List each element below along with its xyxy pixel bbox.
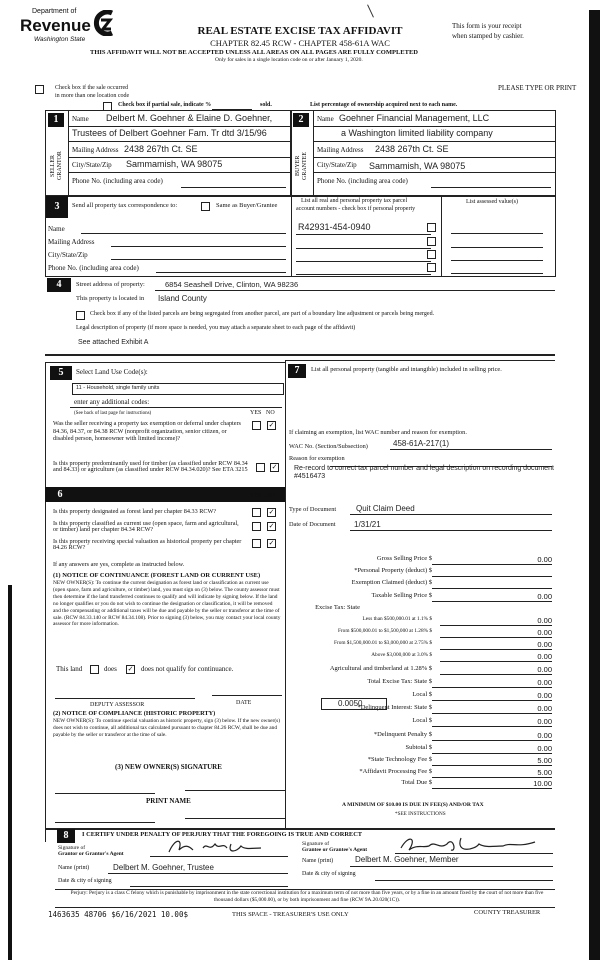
q2-no-checkbox[interactable]: ✓	[271, 463, 278, 471]
doc-type-field[interactable]: Quit Claim Deed	[356, 504, 415, 513]
section-3-correspondence	[45, 195, 556, 277]
tax-row-line	[432, 765, 552, 766]
correspondence-city-field[interactable]	[111, 259, 286, 260]
form-warning: THIS AFFIDAVIT WILL NOT BE ACCEPTED UNLESS ALL AREAS ON ALL PAGES ARE FULLY COMPLETED	[90, 49, 418, 56]
current-use-yes-checkbox[interactable]	[252, 522, 261, 531]
logo-top: Department of	[32, 8, 77, 15]
assessed-header: List assessed value(s)	[466, 199, 518, 205]
name-label: Name	[317, 115, 334, 123]
assessed-value-field[interactable]	[451, 273, 543, 274]
tax-row-value[interactable]: 0.00	[537, 717, 552, 726]
does-not-qualify-label: does not qualify for continuance.	[141, 665, 234, 673]
no-header: NO	[266, 493, 275, 499]
certify-statement: I CERTIFY UNDER PENALTY OF PERJURY THAT THE FOREGOING IS TRUE AND CORRECT	[82, 831, 363, 838]
tax-row-value[interactable]: 0.00	[537, 652, 552, 661]
notice-compliance-body: NEW OWNER(S): To continue special valuation as historic property, sign (3) below. If the new owner(s) does not wish to continue, all additional tax calculated pursuant to chapter 84.26 RCW, shall be due and payable by the seller or transferor at the time of sale.	[53, 718, 281, 738]
if-yes-note: If any answers are yes, complete as instructed below.	[53, 561, 185, 568]
tax-row-value[interactable]: 0.00	[537, 640, 552, 649]
reason-label: Reason for exemption	[289, 455, 345, 462]
this-land-label: This land	[56, 665, 83, 673]
notice-compliance-title: (2) NOTICE OF COMPLIANCE (HISTORIC PROPERTY)	[53, 710, 216, 717]
tax-row-label: Exemption Claimed (deduct) $	[351, 579, 432, 586]
buyer-name-line2-field[interactable]: a Washington limited liability company	[341, 128, 493, 138]
correspondence-mailing-field[interactable]	[111, 246, 286, 247]
grantee-date-field[interactable]	[375, 880, 553, 881]
tax-row-label: Taxable Selling Price $	[371, 592, 432, 599]
multi-location-label: Check box if the sale occurred	[55, 85, 129, 91]
tax-row-value[interactable]: 10.00	[533, 779, 552, 788]
deputy-assessor-label: DEPUTY ASSESSOR	[90, 702, 145, 708]
q2-yes-checkbox[interactable]	[256, 463, 265, 472]
multi-location-label-2: in more than one location code	[55, 93, 130, 99]
phone-label: Phone No. (including area code)	[48, 264, 139, 272]
mailing-label: Mailing Address	[317, 146, 364, 154]
exemption-note: If claiming an exemption, list WAC number and reason for exemption.	[289, 429, 467, 436]
tax-row-line	[432, 753, 552, 754]
new-owner-signature-field[interactable]	[55, 793, 155, 794]
grantor-date-field[interactable]	[130, 886, 288, 887]
grantee-signature-label	[302, 841, 367, 853]
local-rate-box	[321, 698, 387, 710]
segregated-checkbox[interactable]	[76, 311, 85, 320]
historical-no-checkbox[interactable]: ✓	[268, 539, 275, 547]
section-number: 5	[50, 366, 72, 380]
see-back-note: (See back of last page for instructions)	[74, 411, 152, 416]
tax-row-line	[432, 700, 552, 701]
scan-edge-left	[8, 585, 12, 960]
ownership-note: List percentage of ownership acquired next to each name.	[310, 102, 458, 108]
legal-description-label: Legal description of property (if more space is needed, you may attach a separate sheet to each page of the affidavit)	[76, 325, 356, 331]
does-label: does	[104, 665, 117, 673]
tax-row-label: Total Due $	[401, 779, 432, 786]
current-use-no-checkbox[interactable]: ✓	[268, 522, 275, 530]
phone-label: Phone No. (including area code)	[317, 177, 408, 185]
county-treasurer-label: COUNTY TREASURER	[474, 909, 541, 916]
tax-row-value[interactable]: 0.00	[537, 555, 552, 564]
tax-row-label: From $500,000.01 to $1,500,000 at 1.28% $	[337, 628, 432, 634]
tax-row-line	[432, 576, 552, 577]
tax-row-line	[440, 625, 552, 626]
deputy-assessor-signature-field[interactable]	[55, 698, 195, 699]
name-label: Name	[48, 225, 65, 233]
grantor-signature[interactable]	[165, 834, 265, 858]
section-number: 6	[52, 488, 68, 502]
form-chapter: CHAPTER 82.45 RCW - CHAPTER 458-61A WAC	[210, 38, 390, 48]
scan-edge-right	[589, 10, 600, 960]
buyer-mailing-field[interactable]: 2438 267th Ct. SE	[375, 144, 449, 154]
wac-number-field[interactable]: 458-61A-217(1)	[393, 439, 450, 448]
street-address-field[interactable]: 6854 Seashell Drive, Clinton, WA 98236	[165, 280, 299, 289]
date-label: DATE	[236, 700, 252, 706]
seller-side-label	[50, 146, 64, 186]
section-number: 8	[57, 829, 75, 843]
tax-row-line	[432, 601, 552, 602]
q1-no-checkbox[interactable]: ✓	[268, 421, 275, 429]
forest-land-question: Is this property designated as forest land per chapter 84.33 RCW?	[53, 508, 217, 515]
personal-property-checkbox[interactable]	[427, 237, 436, 246]
does-not-qualify-checkbox[interactable]: ✓	[127, 665, 134, 673]
city-label: City/State/Zip	[72, 161, 112, 169]
receipt-note-1: This form is your receipt	[452, 22, 522, 30]
name-print-label: Name (print)	[302, 858, 334, 864]
assessed-value-field[interactable]	[451, 247, 543, 248]
seller-mailing-field[interactable]: 2438 267th Ct. SE	[124, 144, 198, 154]
sig-label: Signature of	[58, 845, 86, 851]
scan-mark	[367, 4, 374, 17]
cashier-stamp: 1463635 48706 $6/16/2021 10.00$	[48, 910, 188, 919]
date-city-label: Date & city of signing	[302, 871, 356, 877]
section-2-buyer	[290, 110, 556, 197]
doc-date-label: Date of Document	[289, 521, 336, 528]
grantor-signature-label	[58, 845, 124, 857]
side-label: GRANTEE	[302, 152, 308, 180]
city-label: City/State/Zip	[317, 161, 357, 169]
grantor-name-field[interactable]: Delbert M. Goehner, Trustee	[113, 863, 214, 872]
wac-label: WAC No. (Section/Subsection)	[289, 443, 368, 450]
q1-yes-checkbox[interactable]	[252, 421, 261, 430]
name-print-label: Name (print)	[58, 865, 90, 871]
form-title: REAL ESTATE EXCISE TAX AFFIDAVIT	[197, 25, 403, 37]
side-label: SELLER	[50, 155, 56, 177]
does-qualify-checkbox[interactable]	[90, 665, 99, 674]
tax-row-label: Local $	[412, 717, 432, 724]
county-field[interactable]: Island County	[158, 294, 207, 303]
side-label: GRANTOR	[57, 151, 63, 181]
historical-yes-checkbox[interactable]	[252, 539, 261, 548]
tax-row-label: *Affidavit Processing Fee $	[359, 768, 432, 775]
sig-label: Grantee or Grantee's Agent	[302, 847, 368, 853]
new-owner-signature-field-2[interactable]	[185, 790, 285, 791]
correspondence-name-field[interactable]	[81, 233, 286, 234]
tax-row-label: Less than $500,000.01 at 1.1% $	[362, 616, 432, 622]
tax-row-value[interactable]: 0.00	[537, 744, 552, 753]
parcel-header-2: account numbers - check box if personal property	[296, 206, 416, 212]
city-label: City/State/Zip	[48, 251, 88, 259]
buyer-name-field[interactable]: Goehner Financial Management, LLC	[339, 113, 490, 123]
tax-row-value[interactable]: 5.00	[537, 756, 552, 765]
tax-row-value[interactable]: 5.00	[537, 768, 552, 777]
doc-type-label: Type of Document	[289, 506, 337, 513]
personal-property-title: List all personal property (tangible and intangible) included in selling price.	[311, 366, 502, 373]
doc-date-field[interactable]: 1/31/21	[354, 520, 381, 529]
print-name-label: PRINT NAME	[146, 797, 191, 805]
correspondence-phone-field[interactable]	[156, 272, 286, 273]
tax-row-label: *State Technology Fee $	[367, 756, 432, 763]
buyer-side-label	[295, 146, 309, 186]
logo-main: Revenue	[20, 16, 91, 35]
tax-row-value[interactable]: 0.00	[537, 704, 552, 713]
mailing-label: Mailing Address	[72, 146, 119, 154]
segregated-label: Check box if any of the listed parcels are being segregated from another parcel, are part of a boundary line adjustment or parcels being merged.	[90, 311, 435, 317]
tax-row-line	[440, 661, 552, 662]
assessed-value-field[interactable]	[451, 233, 543, 234]
tax-row-value[interactable]: 0.00	[537, 678, 552, 687]
tax-row-value[interactable]: 0.00	[537, 691, 552, 700]
tax-row-line	[432, 588, 552, 589]
yes-header: YES	[250, 410, 262, 416]
assessor-date-field[interactable]	[212, 695, 282, 696]
tax-row-value[interactable]: 0.00	[537, 665, 552, 674]
multi-location-checkbox[interactable]	[35, 85, 44, 94]
current-use-question: Is this property classified as current use (open space, farm and agricultural, or timber) land per chapter 84.34 RCW?	[53, 520, 239, 533]
see-instructions-note: *SEE INSTRUCTIONS	[395, 811, 446, 817]
tax-row-label: Above $3,000,000 at 3.0% $	[371, 652, 432, 658]
sig-label: Signature of	[302, 841, 330, 847]
phone-label: Phone No. (including area code)	[72, 177, 163, 185]
land-use-code-field[interactable]	[72, 383, 284, 395]
seller-phone-field[interactable]	[181, 187, 286, 188]
perjury-statement: Perjury: Perjury is a class C felony which is punishable by imprisonment in the state correctional institution for a maximum term of not more than five years, or by a fine in an amount fixed by the court of not more than five thousand dollars ($5,000.00), or by both imprisonment and fine (RCW 9A.20.020(1C)).	[70, 890, 544, 903]
date-city-label: Date & city of signing	[58, 878, 112, 884]
only-for-note: Only for sales in a single location code on or after January 1, 2020.	[215, 57, 363, 63]
tax-row-line	[432, 788, 552, 789]
tax-row-line	[440, 649, 552, 650]
tax-row-value[interactable]: 0.00	[537, 731, 552, 740]
sold-label: sold.	[260, 102, 272, 108]
no-header: NO	[266, 410, 275, 416]
tax-row-label: *Personal Property (deduct) $	[354, 567, 432, 574]
notice-continuance-body: NEW OWNER(S): To continue the current designation as forest land or classification as current use (open space, farm and agriculture, or timber) land, you must sign on (3) below. The county assessor must then determine if the land transferred continues to qualify and will indicate by signing below. If the land no longer qualifies or you do not wish to continue the designation or classification, it will be removed and the compensating or additional taxes will be due and payable by the seller or transferor at the time of sale. (RCW 84.33.140 or RCW 84.34.108). Prior to signing (3) below, you may contact your local county assessor for more information.	[53, 580, 281, 628]
forest-no-checkbox[interactable]: ✓	[268, 508, 275, 516]
local-rate-value: 0.0050	[338, 699, 363, 708]
historical-question: Is this property receiving special valuation as historical property per chapter 84.26 RCW?	[53, 538, 242, 551]
tax-row-label: Local $	[412, 691, 432, 698]
mailing-label: Mailing Address	[48, 238, 95, 246]
personal-property-checkbox[interactable]	[427, 250, 436, 259]
same-as-buyer-label: Same as Buyer/Grantee	[216, 202, 278, 209]
tax-row-label: Total Excise Tax: State $	[367, 678, 432, 685]
name-label: Name	[72, 115, 89, 123]
forest-yes-checkbox[interactable]	[252, 508, 261, 517]
parcel-header: List all real and personal property tax parcel	[301, 198, 408, 204]
tax-row-label: *Delinquent Interest: State $	[357, 704, 432, 711]
section-number: 2	[293, 113, 309, 127]
tax-exemption-question: Was the seller receiving a property tax exemption or deferral under chapters 84.36, 84.37, or 84.38 RCW (nonprofit organization, senior citizen, or disabled person, homeowner with limited income)?	[53, 420, 241, 443]
tax-row-line	[432, 687, 552, 688]
same-as-buyer-checkbox[interactable]	[201, 202, 210, 211]
type-or-print: PLEASE TYPE OR PRINT	[498, 84, 577, 92]
tax-row-label: Subtotal $	[405, 744, 432, 751]
treasurer-space-label: THIS SPACE - TREASURER'S USE ONLY	[232, 911, 349, 918]
timber-question: Is this property predominantly used for timber (as classified under RCW 84.34 and 84.33) or agriculture (as classified under RCW 84.34.020)? See ETA 3215	[53, 460, 248, 473]
land-use-code-value: 11 - Household, single family units	[76, 385, 160, 391]
grantee-signature[interactable]	[395, 834, 545, 854]
new-owner-signature-label: (3) NEW OWNER(S) SIGNATURE	[115, 763, 222, 771]
seller-name-line2-field[interactable]: Trustees of Delbert Goehner Fam. Tr dtd 3/15/96	[72, 128, 267, 138]
tax-row-line	[440, 637, 552, 638]
tax-row-label: *Delinquent Penalty $	[373, 731, 432, 738]
tax-row-line	[440, 674, 552, 675]
section-number: 7	[288, 364, 306, 378]
logo-sub: Washington State	[34, 36, 86, 43]
print-name-field[interactable]	[55, 822, 155, 823]
tax-row-label: Excise Tax: State	[315, 604, 360, 611]
tax-row-label: Gross Selling Price $	[376, 555, 432, 562]
grantee-name-field[interactable]: Delbert M. Goehner, Member	[355, 855, 459, 864]
tax-row-value[interactable]: 0.00	[537, 628, 552, 637]
tax-row-line	[432, 713, 552, 714]
tax-row-line	[432, 726, 552, 727]
personal-property-checkbox[interactable]	[427, 223, 436, 232]
reason-field[interactable]: Re-record to correct tax parcel number and legal description on recording document #4516473	[294, 465, 554, 480]
receipt-note-2: when stamped by cashier.	[452, 32, 524, 40]
sig-label: Grantor or Grantor's Agent	[58, 851, 124, 857]
send-to-label: Send all property tax correspondence to:	[72, 202, 178, 209]
tax-row-line	[432, 777, 552, 778]
tax-row-value[interactable]: 0.00	[537, 592, 552, 601]
tax-row-value[interactable]: 0.00	[537, 616, 552, 625]
yes-header: YES	[250, 493, 262, 499]
tax-row-label: Agricultural and timberland at 1.28% $	[329, 665, 432, 672]
section-number: 3	[49, 200, 65, 214]
seller-city-field[interactable]: Sammamish, WA 98075	[126, 159, 223, 169]
located-label: This property is located in	[76, 295, 145, 302]
tax-row-line	[432, 740, 552, 741]
buyer-phone-field[interactable]	[431, 187, 551, 188]
assessed-value-field[interactable]	[451, 260, 543, 261]
land-use-title: Select Land Use Code(s):	[76, 368, 148, 376]
partial-sale-label: Check box if partial sale, indicate %	[118, 102, 212, 108]
tax-row-line	[432, 564, 552, 565]
section-1-seller	[45, 110, 292, 197]
side-label: BUYER	[295, 155, 301, 177]
section-number: 1	[48, 113, 64, 127]
minimum-due-note: A MINIMUM OF $10.00 IS DUE IN FEE(S) AND/OR TAX	[342, 802, 484, 808]
section-number: 4	[47, 278, 71, 292]
seller-name-field[interactable]: Delbert M. Goehner & Elaine D. Goehner,	[106, 113, 273, 123]
personal-property-checkbox[interactable]	[427, 263, 436, 272]
street-label: Street address of property:	[76, 281, 145, 288]
tax-row-label: From $1,500,000.01 to $3,000,000 at 2.75% $	[334, 640, 432, 646]
additional-codes-label: enter any additional codes:	[74, 398, 150, 406]
buyer-city-field[interactable]: Sammamish, WA 98075	[369, 161, 466, 171]
notice-continuance-title: (1) NOTICE OF CONTINUANCE (FOREST LAND OR CURRENT USE)	[53, 572, 261, 579]
legal-description-field[interactable]: See attached Exhibit A	[78, 339, 149, 346]
print-name-field-2[interactable]	[185, 818, 285, 819]
parcel-number-field[interactable]: R42931-454-0940	[298, 222, 371, 232]
